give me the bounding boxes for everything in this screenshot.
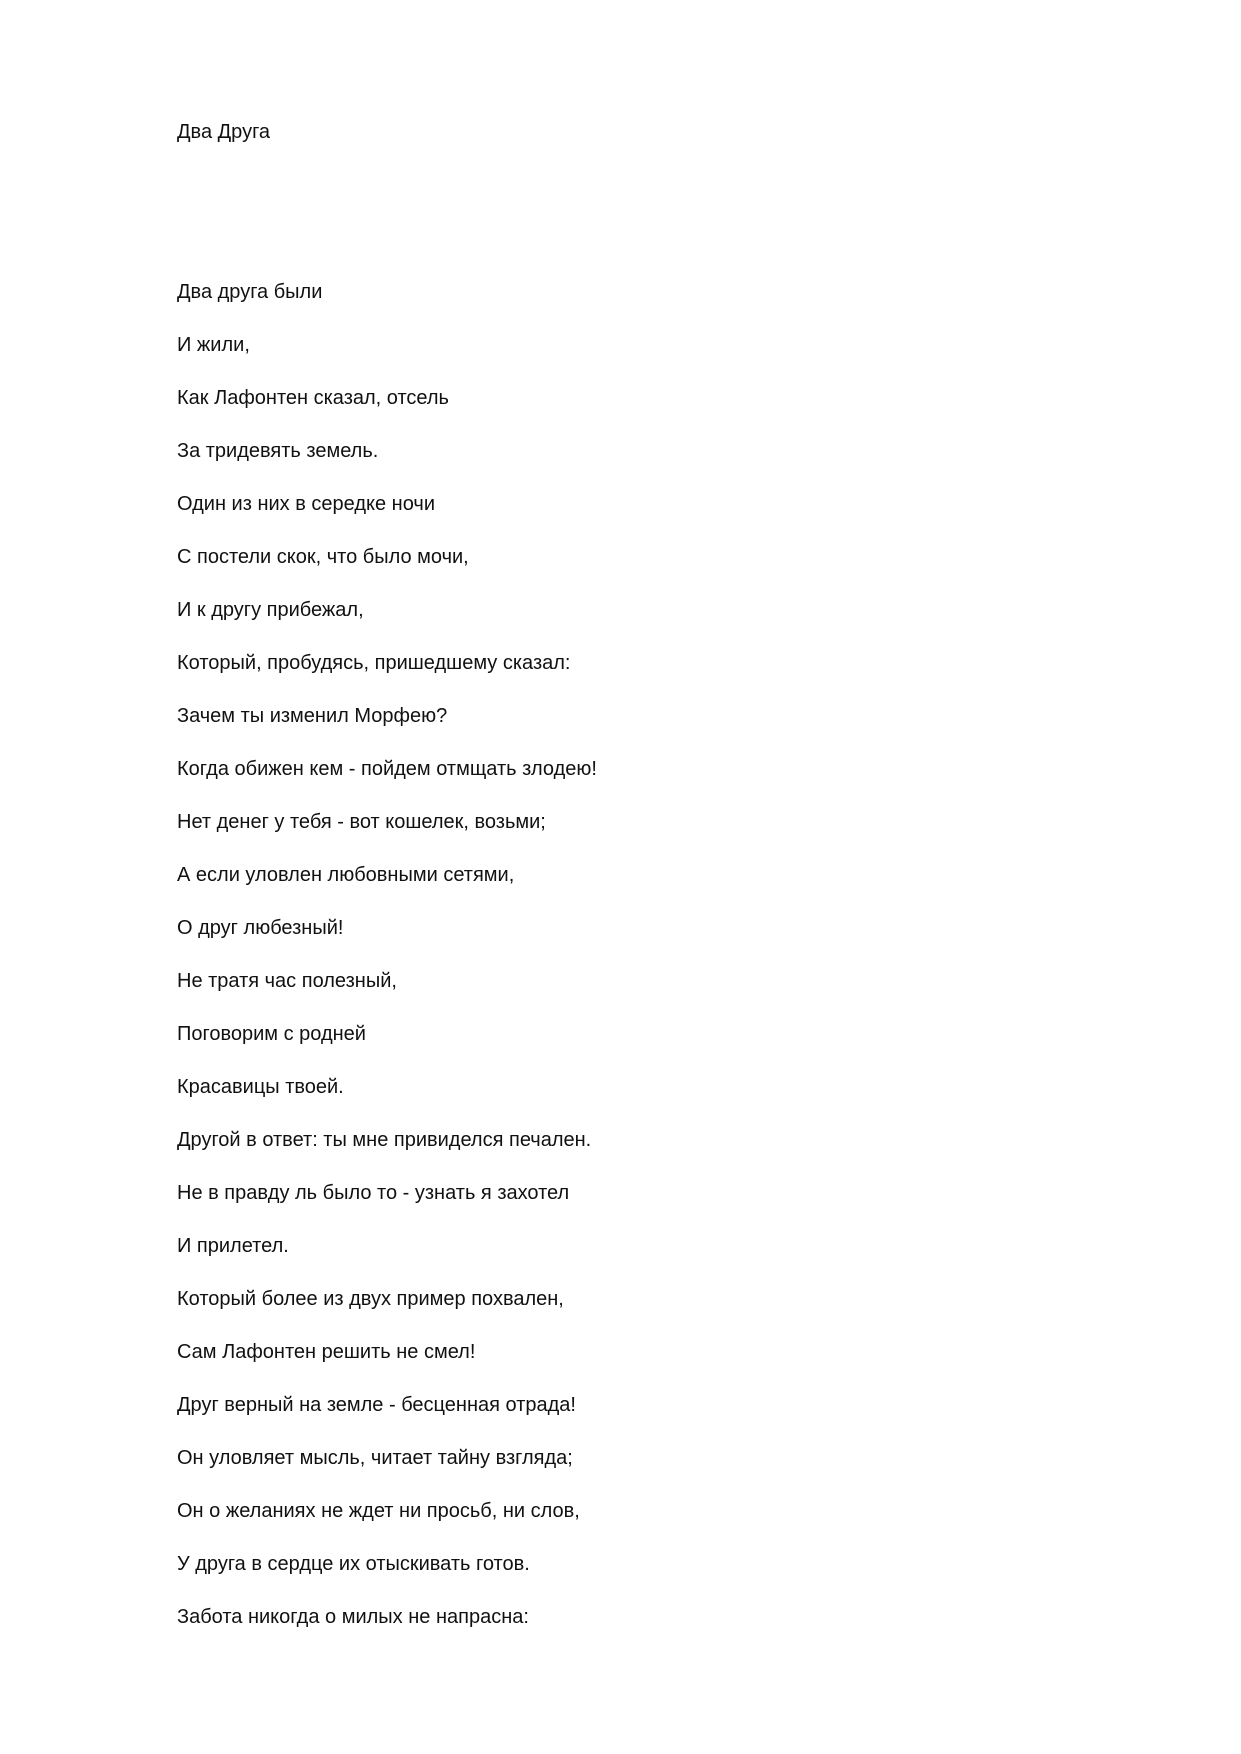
poem-line: А если уловлен любовными сетями,: [177, 864, 515, 886]
poem-line: Другой в ответ: ты мне привиделся печален.: [177, 1129, 592, 1151]
poem-line: О друг любезный!: [177, 917, 344, 939]
poem-line: И прилетел.: [177, 1235, 289, 1257]
poem-line: Сам Лафонтен решить не смел!: [177, 1341, 476, 1363]
poem-line: Один из них в середке ночи: [177, 493, 435, 515]
poem-body: [177, 278, 597, 1656]
poem-line: Красавицы твоей.: [177, 1076, 344, 1098]
poem-line: И жили,: [177, 334, 250, 356]
poem-line: Который, пробудясь, пришедшему сказал:: [177, 652, 571, 674]
poem-line: Когда обижен кем - пойдем отмщать злодею!: [177, 758, 597, 780]
poem-line: Не в правду ль было то - узнать я захотел: [177, 1182, 570, 1204]
poem-line: Он уловляет мысль, читает тайну взгляда;: [177, 1447, 573, 1469]
poem-line: Нет денег у тебя - вот кошелек, возьми;: [177, 811, 546, 833]
poem-line: Который более из двух пример похвален,: [177, 1288, 564, 1310]
poem-line: Забота никогда о милых не напрасна:: [177, 1606, 529, 1628]
poem-line: И к другу прибежал,: [177, 599, 364, 621]
poem-line: Он о желаниях не ждет ни просьб, ни слов,: [177, 1500, 580, 1522]
poem-line: Зачем ты изменил Морфею?: [177, 705, 448, 727]
poem-line: С постели скок, что было мочи,: [177, 546, 469, 568]
poem-line: Как Лафонтен сказал, отсель: [177, 387, 449, 409]
poem-line: Поговорим с родней: [177, 1023, 366, 1045]
document-title: Два Друга: [177, 121, 271, 143]
poem-line: Два друга были: [177, 281, 323, 303]
poem-line: Друг верный на земле - бесценная отрада!: [177, 1394, 576, 1416]
poem-line: Не тратя час полезный,: [177, 970, 397, 992]
poem-line: За тридевять земель.: [177, 440, 379, 462]
poem-line: У друга в сердце их отыскивать готов.: [177, 1553, 530, 1575]
